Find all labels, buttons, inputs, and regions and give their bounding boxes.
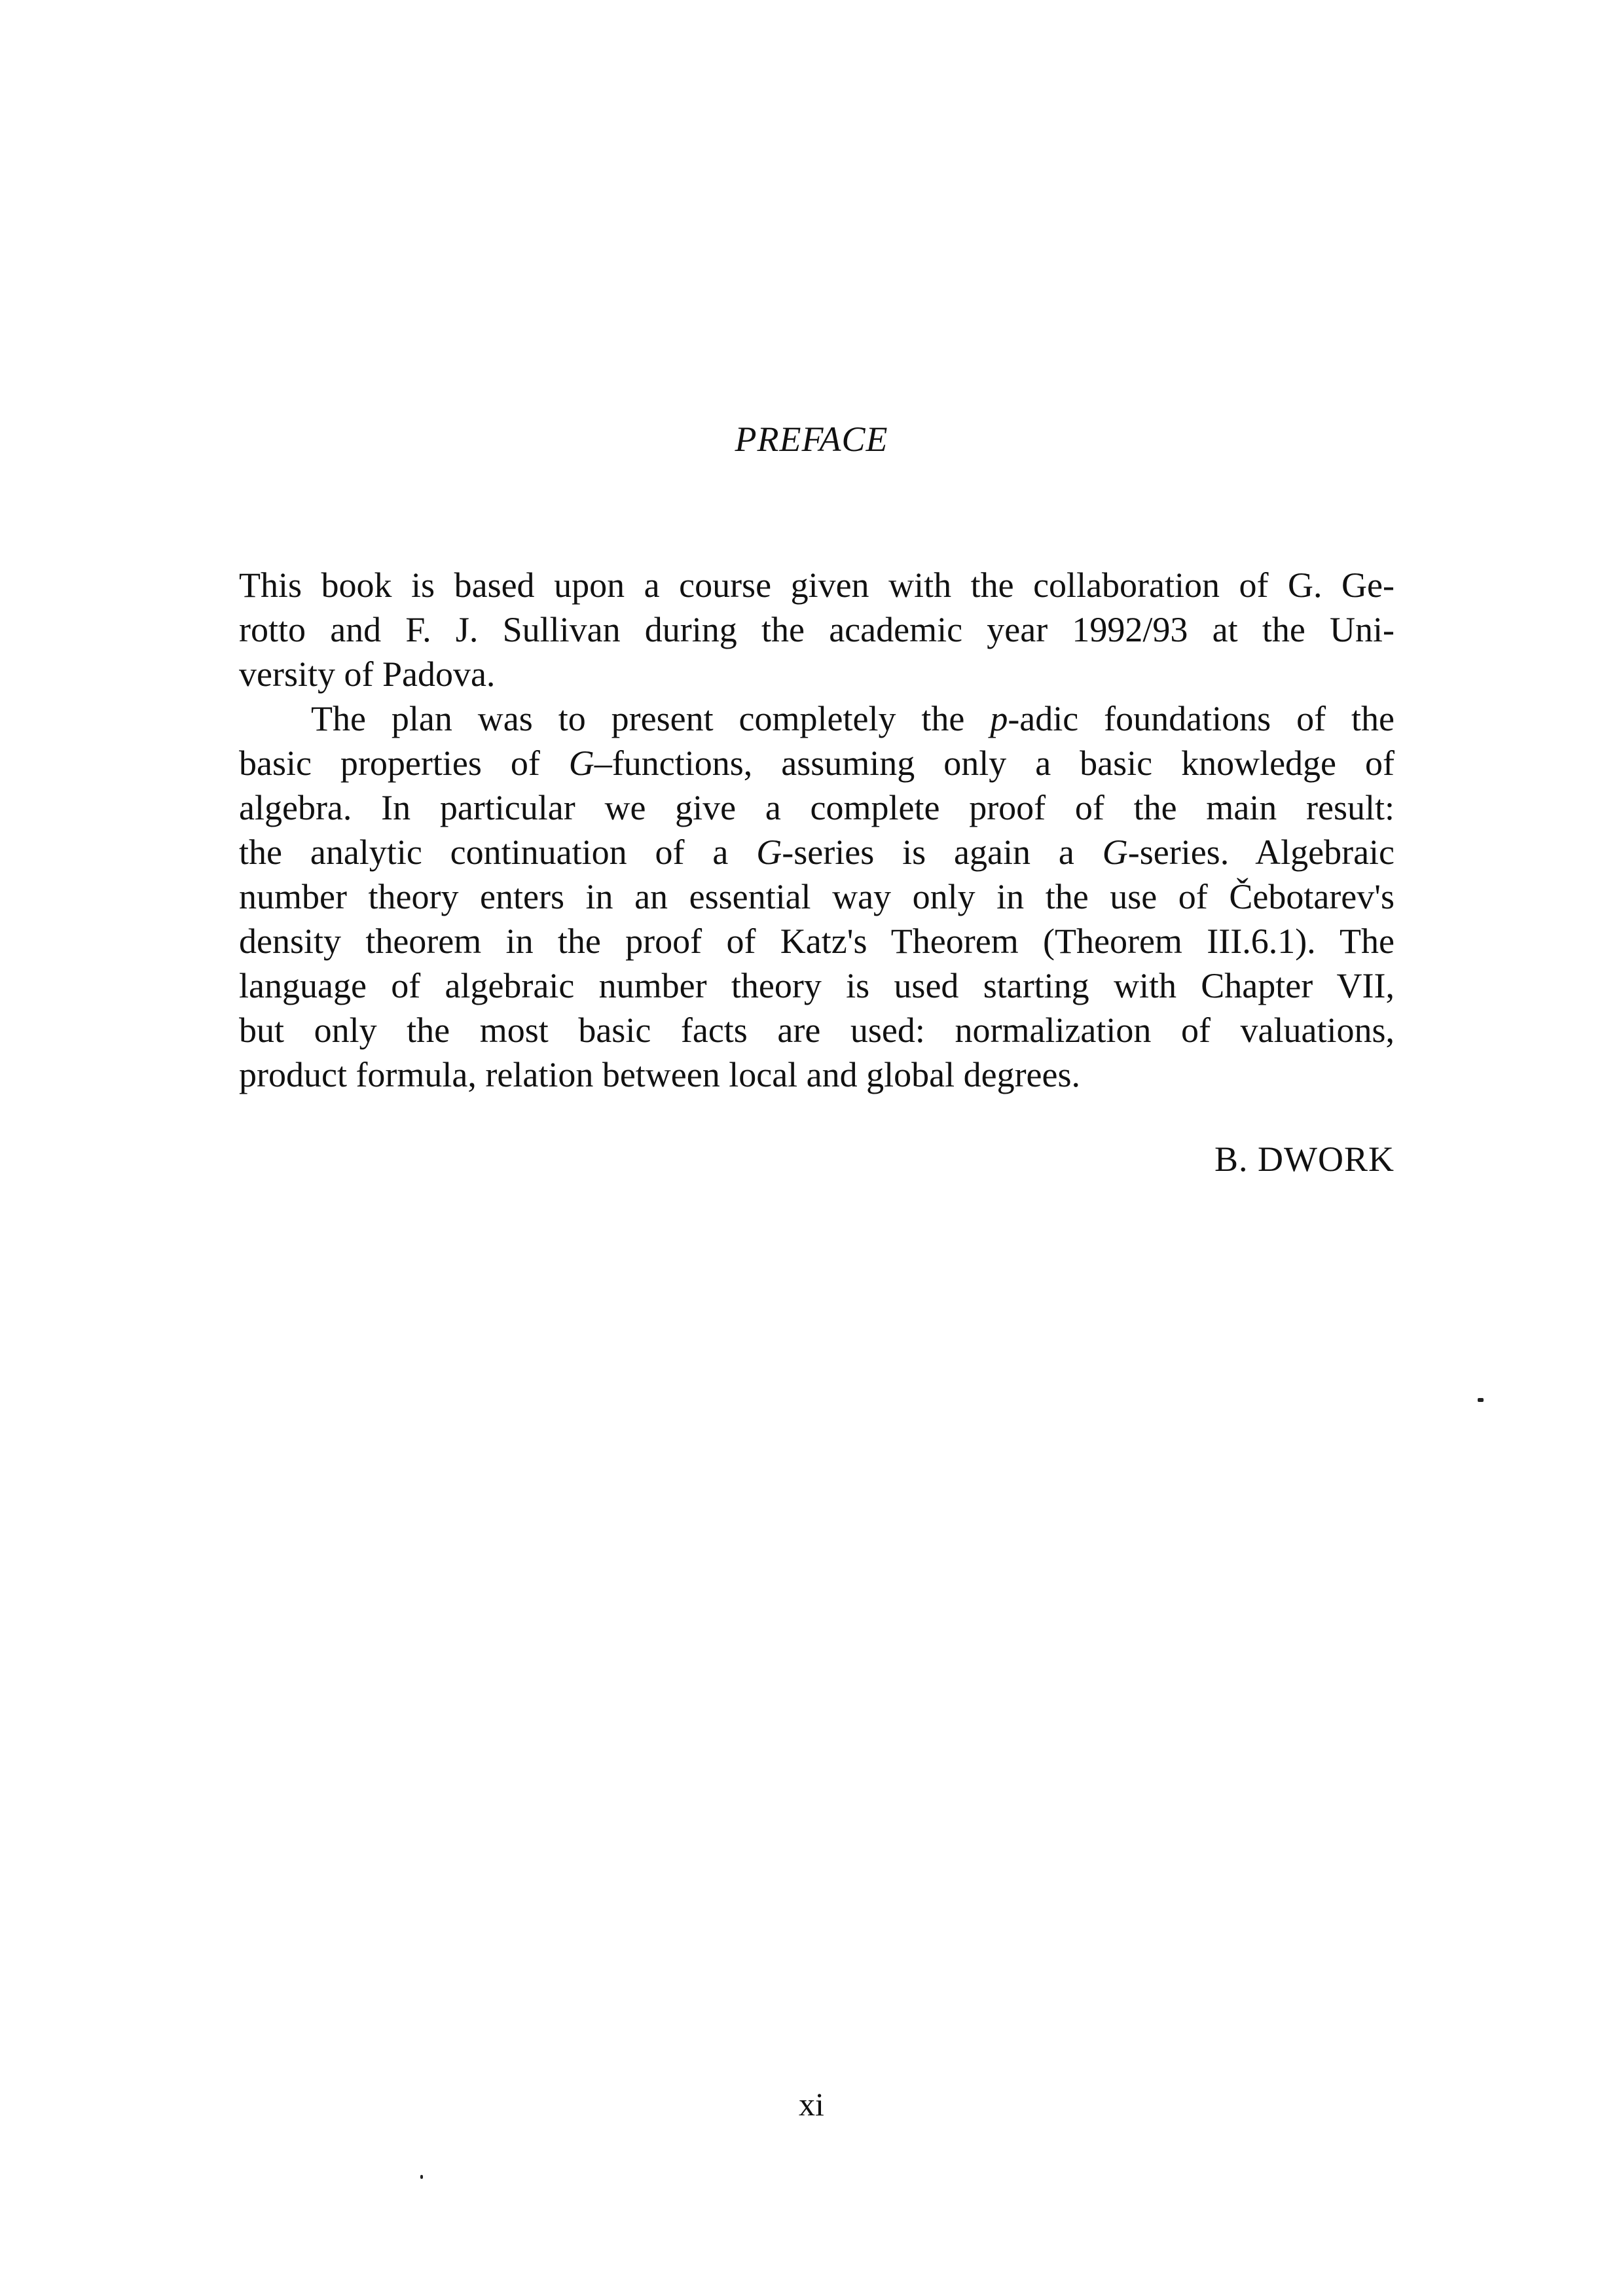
paragraph-intro (239, 563, 1395, 696)
text-line: product formula, relation between local and global degrees. (239, 1055, 1081, 1094)
text-line: versity of Padova. (239, 655, 496, 694)
page-number: xi (799, 2086, 824, 2123)
text-line: basic properties of G–functions, assuming only a basic knowledge of (239, 744, 1395, 783)
paragraph-plan (239, 696, 1395, 1097)
text-line: algebra. In particular we give a complete proof of the main result: (239, 788, 1395, 827)
text-line: number theory enters in an essential way only in the use of Čebotarev's (239, 877, 1395, 916)
author-signature: B. DWORK (1214, 1139, 1395, 1179)
page-title: PREFACE (735, 420, 888, 459)
text-line: This book is based upon a course given with the collaboration of G. Ge- (239, 565, 1395, 605)
text-line: density theorem in the proof of Katz's Theorem (Theorem III.6.1). The (239, 922, 1395, 961)
text-line: but only the most basic facts are used: normalization of valuations, (239, 1011, 1395, 1050)
text-line: rotto and F. J. Sullivan during the academic year 1992/93 at the Uni- (239, 610, 1395, 649)
text-line: language of algebraic number theory is used starting with Chapter VII, (239, 966, 1395, 1005)
text-line: the analytic continuation of a G-series is again a G-series. Algebraic (239, 833, 1395, 872)
text-line: The plan was to present completely the p-adic foundations of the (311, 699, 1395, 738)
scan-speck (420, 2175, 423, 2179)
scan-speck (1478, 1398, 1484, 1402)
